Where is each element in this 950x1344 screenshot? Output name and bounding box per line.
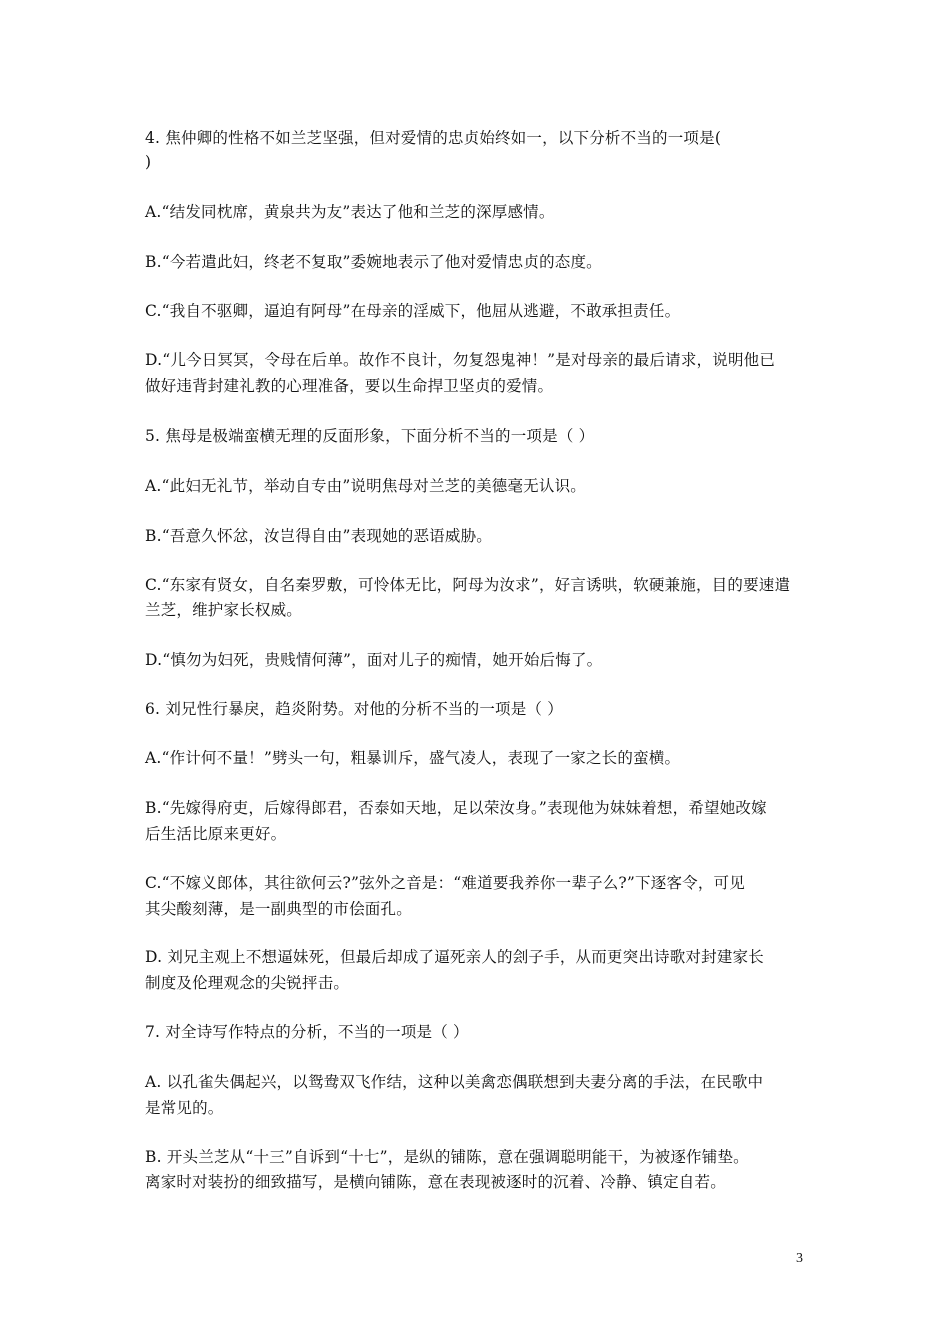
question-5-option-c-line-1: C.“东家有贤女，自名秦罗敷，可怜体无比，阿母为汝求”，好言诱哄，软硬兼施，目的要速遣: [145, 576, 791, 594]
question-7-option-b-line-2: 离家时对装扮的细致描写，是横向铺陈，意在表现被逐时的沉着、冷静、镇定自若。: [145, 1173, 726, 1191]
question-4-option-b: B.“今若遣此妇，终老不复取”委婉地表示了他对爱情忠贞的态度。: [145, 253, 602, 271]
question-4-option-c: C.“我自不驱卿，逼迫有阿母”在母亲的淫威下，他屈从逃避，不敢承担责任。: [145, 302, 681, 320]
question-7-stem: 7. 对全诗写作特点的分析，不当的一项是（ ）: [145, 1023, 469, 1041]
question-6-option-c-line-2: 其尖酸刻薄，是一副典型的市侩面孔。: [145, 900, 412, 918]
page-number: 3: [796, 1251, 803, 1266]
question-7-option-b-line-1: B. 开头兰芝从“十三”自诉到“十七”，是纵的铺陈，意在强调聪明能干，为被逐作铺垫。: [145, 1148, 749, 1166]
question-6-option-a: A.“作计何不量！”劈头一句，粗暴训斥，盛气凌人，表现了一家之长的蛮横。: [145, 749, 681, 767]
question-4-option-a: A.“结发同枕席，黄泉共为友”表达了他和兰芝的深厚感情。: [145, 203, 555, 221]
question-4-stem-line-1: 4. 焦仲卿的性格不如兰芝坚强，但对爱情的忠贞始终如一，以下分析不当的一项是(: [145, 129, 722, 147]
question-4-stem-line-2: ): [145, 153, 152, 171]
question-6-stem: 6. 刘兄性行暴戾，趋炎附势。对他的分析不当的一项是（ ）: [145, 700, 563, 718]
question-6-option-d-line-2: 制度及伦理观念的尖锐抨击。: [145, 974, 350, 992]
question-5-stem: 5. 焦母是极端蛮横无理的反面形象，下面分析不当的一项是（ ）: [145, 427, 595, 445]
question-4-option-d-line-2: 做好违背封建礼教的心理准备，要以生命捍卫坚贞的爱情。: [145, 377, 554, 395]
question-5-option-b: B.“吾意久怀忿，汝岂得自由”表现她的恶语威胁。: [145, 527, 492, 545]
question-5-option-c-line-2: 兰芝，维护家长权威。: [145, 601, 303, 619]
question-5-option-a: A.“此妇无礼节，举动自专由”说明焦母对兰芝的美德毫无认识。: [145, 477, 586, 495]
question-6-option-c-line-1: C.“不嫁义郎体，其往欲何云?”弦外之音是：“难道要我养你一辈子么?”下逐客令，可见: [145, 874, 745, 892]
question-4-option-d-line-1: D.“儿今日冥冥，令母在后单。故作不良计，勿复怨鬼神！”是对母亲的最后请求，说明他已: [145, 351, 776, 369]
question-6-option-b-line-1: B.“先嫁得府吏，后嫁得郎君，否泰如天地，足以荣汝身。”表现他为妹妹着想，希望她改嫁: [145, 799, 767, 817]
question-6-option-d-line-1: D. 刘兄主观上不想逼妹死，但最后却成了逼死亲人的刽子手，从而更突出诗歌对封建家长: [145, 948, 764, 966]
question-7-option-a-line-1: A. 以孔雀失偶起兴，以鸳鸯双飞作结，这种以美禽恋偶联想到夫妻分离的手法，在民歌中: [145, 1073, 764, 1091]
question-6-option-b-line-2: 后生活比原来更好。: [145, 825, 287, 843]
question-5-option-d: D.“慎勿为妇死，贵贱情何薄”，面对儿子的痴情，她开始后悔了。: [145, 651, 603, 669]
question-7-option-a-line-2: 是常见的。: [145, 1099, 224, 1117]
